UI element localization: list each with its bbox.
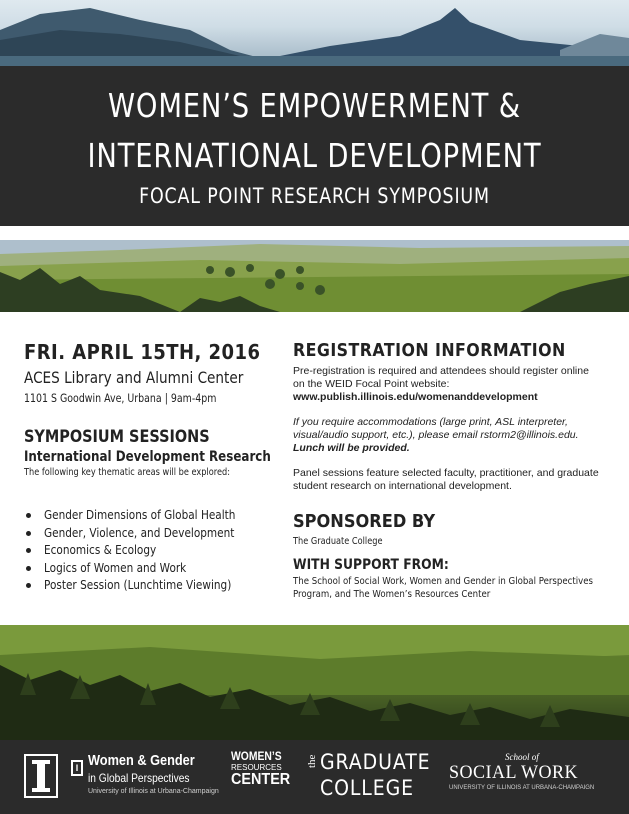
graduate-college-line-1: GRADUATE [320,750,431,774]
bullet-icon [26,548,31,553]
list-item: Economics & Ecology [24,541,274,559]
title-banner [0,66,629,226]
social-work-school-of: School of [505,752,539,762]
wg-logo-subtitle: in Global Perspectives [88,771,190,785]
list-item: Logics of Women and Work [24,559,274,577]
sessions-subheading: International Development Research [24,449,271,465]
graduate-college-the: the [306,754,318,768]
sponsors-heading: SPONSORED BY [293,511,436,532]
registration-link[interactable]: www.publish.illinois.edu/womenanddevelopment [293,391,538,403]
list-item: Gender, Violence, and Development [24,524,274,542]
bullet-icon [26,583,31,588]
sponsor-name: The Graduate College [293,536,383,547]
support-text: The School of Social Work, Women and Gender in Global Perspectives Program, and The Women’s Resources Center [293,576,593,600]
registration-text: Pre-registration is required and attendees should register online on the WEID Focal Point website: www.publish.illinois.edu/womenanddevelopment [293,365,603,404]
bullet-icon [26,531,31,536]
panels-text: Panel sessions feature selected faculty, practitioner, and graduate student research on international development. [293,467,599,492]
event-address: 1101 S Goodwin Ave, Urbana | 9am-4pm [24,391,217,405]
bullet-icon [26,566,31,571]
accommodations-text: If you require accommodations (large print, ASL interpreter, visual/audio support, etc.), please email rstorm2@illinois.edu. Lunch will be provided. [293,416,579,454]
header-mountain-photo [0,0,629,66]
title-line-1: WOMEN’S EMPOWERMENT & [108,86,521,125]
list-item: Poster Session (Lunchtime Viewing) [24,576,274,594]
subtitle: FOCAL POINT RESEARCH SYMPOSIUM [139,184,490,208]
graduate-college-line-2: COLLEGE [320,776,414,800]
support-heading: WITH SUPPORT FROM: [293,557,449,573]
social-work-university: UNIVERSITY OF ILLINOIS AT URBANA-CHAMPAIGN [449,785,595,791]
event-date: FRI. APRIL 15TH, 2016 [24,340,261,364]
wg-logo-university: University of Illinois at Urbana-Champaign [88,788,219,795]
sessions-intro: The following key thematic areas will be explored: [24,467,230,478]
sponsor-logos-bar [0,740,629,814]
social-work-logo: SOCIAL WORK [449,762,579,783]
sessions-heading: SYMPOSIUM SESSIONS [24,427,210,447]
landscape-photo [0,240,629,312]
lunch-note: Lunch will be provided. [293,442,410,454]
wg-logo-name: Women & Gender [88,752,195,769]
illinois-mark-icon: I [71,760,83,776]
illinois-logo [24,754,58,798]
event-venue: ACES Library and Alumni Center [24,368,244,387]
title-line-2: INTERNATIONAL DEVELOPMENT [87,136,542,175]
event-column [24,340,274,594]
registration-column [293,340,603,601]
topics-list [24,506,274,594]
registration-heading: REGISTRATION INFORMATION [293,340,566,361]
bullet-icon [26,513,31,518]
forest-photo [0,625,629,740]
list-item: Gender Dimensions of Global Health [24,506,274,524]
womens-resources-center-logo: WOMEN’S RESOURCES CENTER [231,751,291,788]
